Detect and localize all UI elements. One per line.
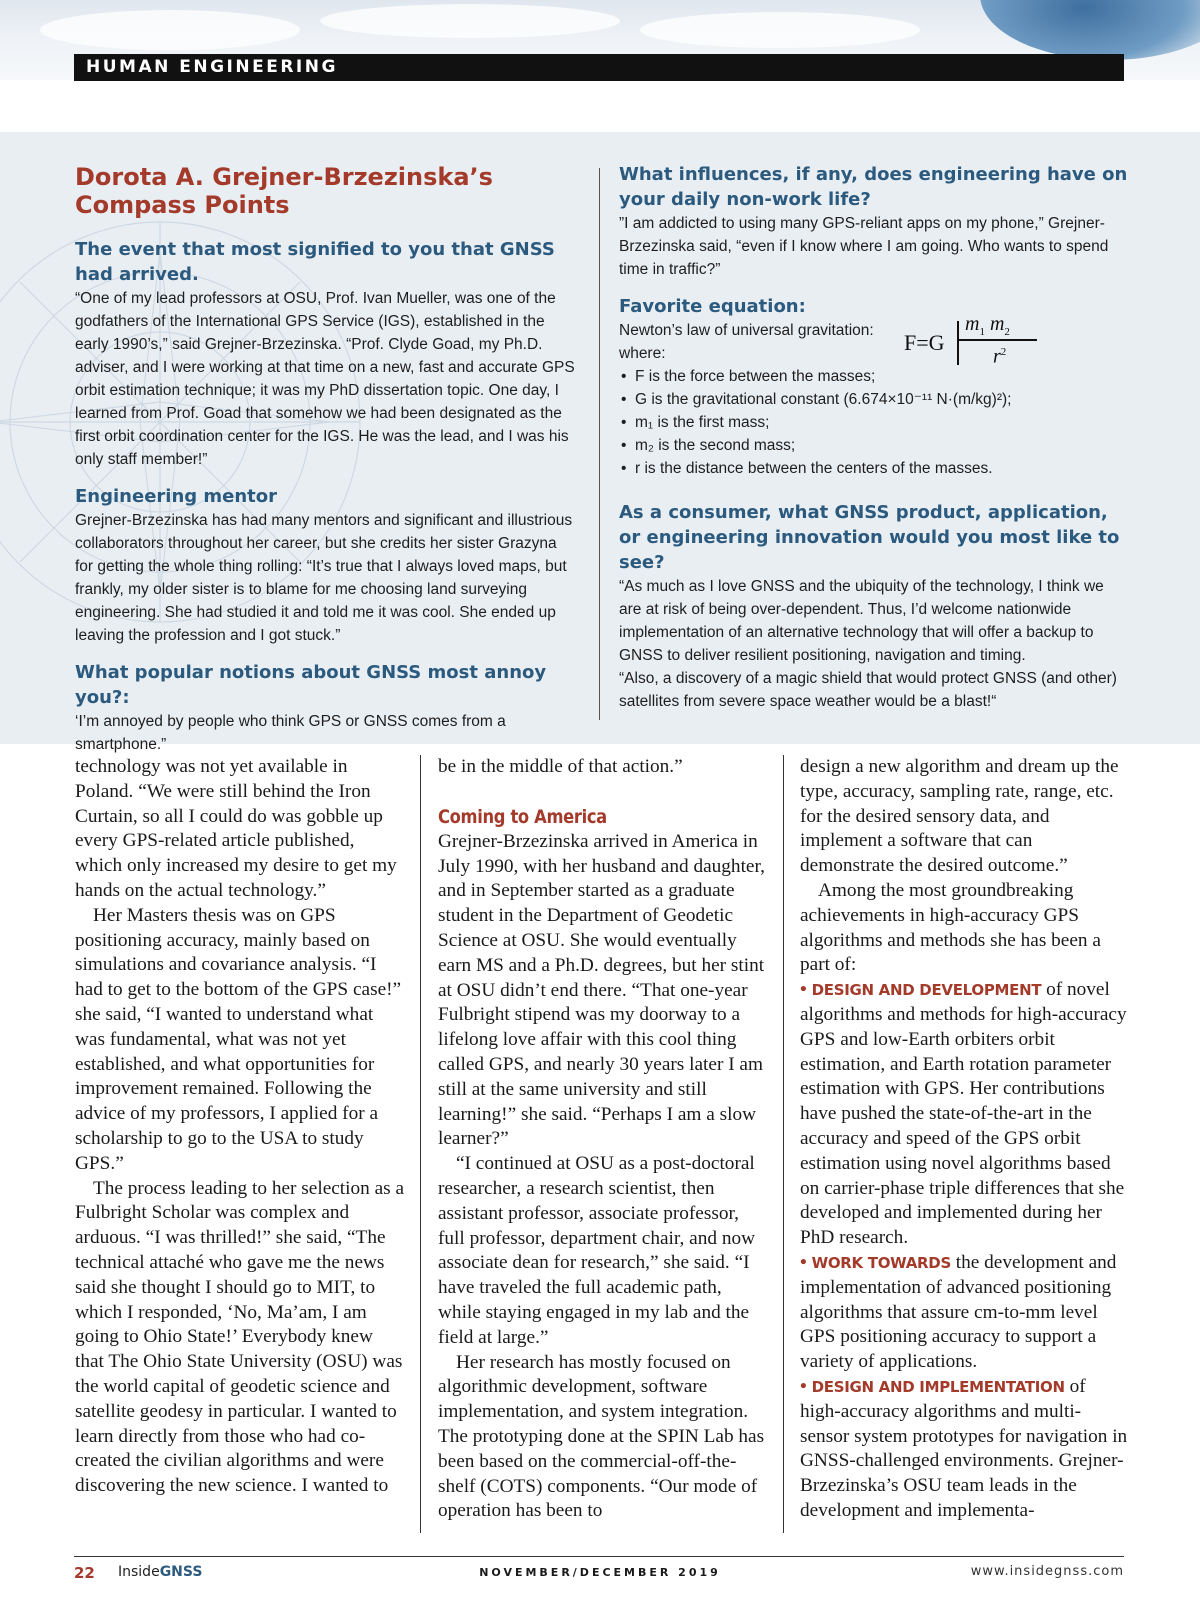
answer-non-work-life: ”I am addicted to using many GPS-reliant apps on my phone,” Grejner-Brzezinska said, “even if I know where I am going. Who wants to spend time in traffic?” — [619, 215, 1109, 278]
article-column-2 — [438, 755, 768, 1524]
achievement-text: the development and implementation of advanced positioning algorithms that assure cm-to-mm level GPS positioning accuracy to support a variety of applications. — [800, 1251, 1117, 1373]
sidebar-left-column — [75, 163, 575, 756]
equation-r-exp: 2 — [1000, 346, 1007, 358]
page-number: 22 — [74, 1564, 95, 1582]
answer-wished-innovation-2: “Also, a discovery of a magic shield that would protect GNSS (and other) satellites from severe space weather would be a blast!“ — [619, 670, 1117, 710]
article-column-3 — [800, 755, 1130, 1524]
equation-where: where: — [619, 345, 666, 362]
equation-m1-sub: 1 — [979, 326, 985, 338]
achievement-text: of high-accuracy algorithms and multi-sensor system prototypes for navigation in GNSS-challenged environments. Grejner-Brzezinska’s OSU team leads in the development and implementa- — [800, 1375, 1128, 1521]
sidebar-title — [75, 163, 575, 219]
paragraph: be in the middle of that action.” — [438, 756, 683, 777]
list-item: • F is the force between the masses; — [619, 365, 1129, 388]
answer-gnss-arrived: “One of my lead professors at OSU, Prof. Ivan Mueller, was one of the godfathers of the International GPS Service (IGS), established in the early 1990’s,” said Grejner-Brzezinska. “Prof. Clyde Goad, my Ph.D. adviser, and I were working at that time on a new, fast and accurate GPS orbit estimation technique; it was my PhD dissertation topic. One day, I learned from Prof. Goad that somehow we had been designated as the first orbit coordination center for the IGS. He was the lead, and I was his only staff member!” — [75, 290, 575, 468]
equation-variable-list — [619, 365, 1129, 480]
paragraph: Her Masters thesis was on GPS positioning accuracy, mainly based on simulations and covariance analysis. “I had to get to the bottom of the GPS case!” she said, “I wanted to understand what was fundamental, what was not yet established, and what opportunities for improvement remained. Following the advice of my professors, I applied for a scholarship to go to the USA to study GPS.” — [75, 904, 402, 1174]
achievement-keyword: DESIGN AND IMPLEMENTATION — [811, 1377, 1065, 1396]
achievement-text: of novel algorithms and methods for high-accuracy GPS and low-Earth orbiters orbit estimation, and Earth rotation parameter estimation with GPS. Her contributions have pushed the state-of-the-art in the accuracy and speed of the GPS orbit estimation using novel algorithms based on carrier-phase triple differences that she developed and implemented during her PhD research. — [800, 979, 1127, 1249]
equation-lhs: F=G — [904, 330, 945, 355]
sidebar-title-line1: Dorota A. Grejner-Brzezinska’s — [75, 163, 493, 191]
equation-r: r — [993, 345, 1001, 368]
header-globe-graphic — [980, 0, 1200, 60]
list-item: • m₁ is the first mass; — [619, 411, 1129, 434]
bullet-icon: • — [800, 979, 807, 1001]
paragraph: The process leading to her selection as a Fulbright Scholar was complex and arduous. “I was thrilled!” she said, “The technical attaché who gave me the news said she thought I should go to MIT, to which I responded, ‘No, Ma’am, I am going to Ohio State!’ Everybody knew that The Ohio State University (OSU) was the world capital of geodetic science and satellite geodesy in particular. I wanted to learn directly from those who had co-created the civilian algorithms and were discovering the new science. I wanted to — [75, 1177, 405, 1497]
body-column-divider — [783, 755, 784, 1533]
question-favorite-equation: Favorite equation: — [619, 296, 806, 317]
paragraph: Grejner-Brzezinska arrived in America in July 1990, with her husband and daughter, and in September started as a graduate student in the Department of Geodetic Science at OSU. She would eventually earn MS and a Ph.D. degrees, but her stint at OSU didn’t end there. “That one-year Fulbright stipend was my doorway to a lifelong love affair with this cool thing called GPS, and nearly 30 years later I am still at the same university and still learning!” she said. “Perhaps I am a slow learner?” — [438, 830, 765, 1150]
sidebar-column-divider — [599, 168, 600, 720]
article-column-1 — [75, 755, 405, 1499]
paragraph: “I continued at OSU as a post-doctoral researcher, a research scientist, then assistant professor, associate professor, full professor, department chair, and now associate dean for research,” she said. “I have traveled the full academic path, while staying engaged in my lab and the field at large.” — [438, 1153, 756, 1348]
list-item: • r is the distance between the centers of the masses. — [619, 457, 1129, 480]
bullet-icon: • — [800, 1375, 807, 1397]
bullet-icon: • — [800, 1251, 807, 1273]
answer-annoying-notions: ‘I’m annoyed by people who think GPS or GNSS comes from a smartphone.” — [75, 713, 506, 753]
achievement-keyword: WORK TOWARDS — [811, 1253, 951, 1272]
equation-m2: m — [984, 313, 1005, 335]
achievement-keyword: DESIGN AND DEVELOPMENT — [811, 981, 1042, 1000]
achievement-item — [800, 978, 1130, 1251]
equation-fraction — [957, 313, 1037, 368]
list-item: • m₂ is the second mass; — [619, 434, 1129, 457]
footer-rule — [74, 1556, 1124, 1557]
question-wished-innovation: As a consumer, what GNSS product, application, or engineering innovation would you most like to see? — [619, 502, 1120, 573]
achievement-item — [800, 1251, 1130, 1375]
paragraph: design a new algorithm and dream up the type, accuracy, sampling rate, range, etc. for the desired sensory data, and implement a software that can demonstrate the desired outcome.” — [800, 756, 1119, 877]
issue-date: NOVEMBER/DECEMBER 2019 — [479, 1566, 721, 1579]
brand-inside: Inside — [118, 1564, 160, 1580]
question-annoying-notions: What popular notions about GNSS most annoy you?: — [75, 662, 547, 708]
question-gnss-arrived: The event that most signified to you that GNSS had arrived. — [75, 239, 555, 285]
sidebar-right-column — [619, 162, 1129, 713]
answer-wished-innovation-1: “As much as I love GNSS and the ubiquity of the technology, I think we are at risk of being over-dependent. Thus, I’d welcome nationwide implementation of an alternative technology that will offer a backup to GNSS to deliver resilient positioning, navigation and timing. — [619, 578, 1104, 664]
list-item: • G is the gravitational constant (6.674×10⁻¹¹ N·(m/kg)²); — [619, 388, 1129, 411]
equation-vertical-rule — [957, 321, 959, 365]
website-url: www.insidegnss.com — [970, 1564, 1124, 1579]
answer-engineering-mentor: Grejner-Brzezinska has had many mentors and significant and illustrious collaborators throughout her career, but she credits her sister Grazyna for getting the whole thing rolling: “It’s true that I always loved maps, but frankly, my older sister is to blame for me choosing land surveying engineering. She had studied it and told me it was cool. She ended up leaving the profession and I got stuck.” — [75, 512, 573, 644]
question-engineering-mentor: Engineering mentor — [75, 486, 278, 507]
paragraph: Her research has mostly focused on algorithmic development, software implementation, and system integration. The prototyping done at the SPIN Lab has been based on the commercial-off-the-shelf (COTS) components. “Our mode of operation has been to — [438, 1351, 765, 1522]
question-non-work-life: What influences, if any, does engineering have on your daily non-work life? — [619, 164, 1128, 210]
sidebar-title-line2: Compass Points — [75, 191, 290, 219]
subheading-coming-to-america: Coming to America — [438, 805, 607, 828]
paragraph: technology was not yet available in Poland. “We were still behind the Iron Curtain, so all I could do was gobble up every GPS-related article published, which only increased my desire to get my hands on the actual technology.” — [75, 756, 397, 901]
section-label: HUMAN ENGINEERING — [74, 54, 1124, 81]
body-column-divider — [420, 755, 421, 1533]
achievement-item — [800, 1375, 1130, 1524]
equation-intro: Newton’s law of universal gravitation: — [619, 322, 874, 339]
equation-m2-sub: 2 — [1004, 326, 1010, 338]
paragraph: Among the most groundbreaking achievements in high-accuracy GPS algorithms and methods she has been a part of: — [800, 879, 1101, 976]
brand-gnss: GNSS — [159, 1564, 203, 1580]
equation-m1: m — [965, 313, 980, 335]
